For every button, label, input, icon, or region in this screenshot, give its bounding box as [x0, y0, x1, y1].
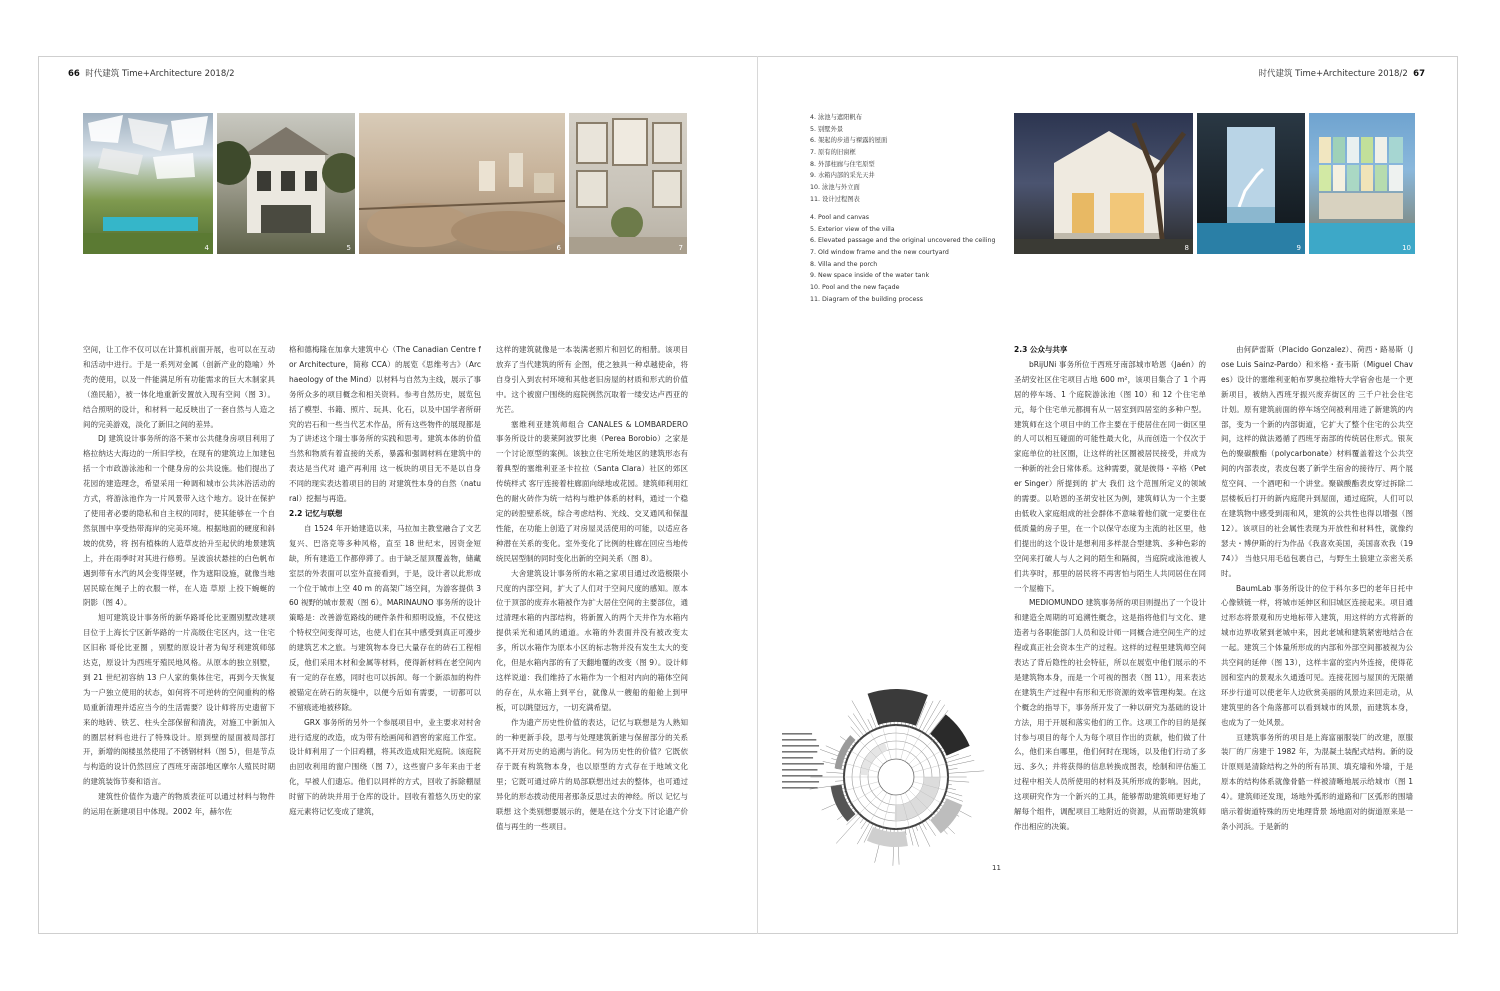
- photo-villa-exterior: [217, 113, 355, 254]
- paragraph: 格和德梅隆在加拿大建筑中心（The Canadian Centre for Architecture，简称 CCA）的展览《思维考古》（Archaeology of the Mind）以材料与自然为主线，展示了事务所众多的项目概念和相关资料。参考自然历史，展览包括了模型、书籍、照片、玩具、化石，以及中国学者所研究的岩石和一些当代艺术作品，所有这些物件的展现都是为了讲述这个瑞士事务所的实践和思考。建筑本体的价值当然和物质有着直接的关系，暴露和强调材料在建筑中的表达是当代对 遗产再利用 这一板块的项目无不是以自身不同的现实表达着项目的目的 对建筑性本身的自然（natural）挖掘与再造。: [289, 345, 481, 504]
- caption-en-5: 5. Exterior view of the villa: [810, 225, 895, 233]
- photo-villa-porch: [1014, 113, 1193, 254]
- diagram-legend-line: [782, 733, 812, 735]
- diagram-spoke: [947, 788, 956, 790]
- diagram-spoke: [947, 768, 957, 769]
- caption-cn-10: 10. 泳池与外立面: [810, 184, 860, 192]
- caption-cn-9: 9. 水箱内部的采光天井: [810, 172, 875, 180]
- diagram-spoke: [852, 701, 870, 732]
- right-journal-title: 时代建筑 Time+Architecture 2018/2: [1258, 69, 1408, 79]
- paragraph: MEDIOMUNDO 建筑事务所的项目则提出了一个设计和建造全周期的可追溯性概念，这是指将他们与文化、建造者与各职能部门人员和设计师一同概合进空间生产的过程或真正社会资本生产的过程。这样的过程里建筑师空间表达了背后隐性的社会特征，所以在展览中他们展示的不是建筑物本身，而是一个可视的图表（图 11），用来表达在建筑生产过程中有形和无形资源的效率管理构架。在这个概念的指导下，事务所开发了一种以研究为基础的设计方法，用于开展和落实他们的工作。这项工作的目的是探讨参与项目的每个人为每个项目作出的贡献，他们做了什么，他们来自哪里，他们何时在现场，以及他们行动了多远、多久；并将获得的信息转换成图表，绘制和评估施工过程中相关人员所使用的材料及其所形成的影响。因此，这项研究作为一个新兴的工具，能够帮助建筑师更好地了解每个组件，调配项目工地附近的资源，从而帮助建筑师作出相应的决策。: [1014, 598, 1206, 831]
- photo-number: 6: [556, 244, 561, 252]
- photo-pool-canvas-art: [83, 113, 213, 254]
- diagram-legend-line: [782, 787, 818, 789]
- diagram-legend-line: [782, 775, 822, 777]
- paragraph: 这样的建筑就像是一本装满老照片和回忆的相册。该项目放弃了当代建筑的所有 企图，使之独具一种卓越使命，将自身引入到农村环境和其他老旧房屋的材质和形式的价值中。这个被窗户围绕的庭院例然沉取着一缕安达卢西亚的光芒。: [496, 345, 688, 414]
- caption-cn-6: 6. 架起的步道与裸露的屋面: [810, 137, 888, 145]
- photo-old-window-art: [569, 113, 687, 254]
- photo-water-tank-space: [1197, 113, 1305, 254]
- diagram-spoke: [826, 772, 844, 773]
- paragraph: GRX 事务所的另外一个参展项目中，业主要求对村舍进行适度的改造，成为带有绘画间和酒窖的家庭工作室。设计师利用了一个旧鸡棚，将其改造成阳光庭院。该庭院由回收利用的窗户围绕（图 7），这些窗户多年来由于老化，早被人们遗忘。他们以同样的方式，回收了拆除棚屋时留下的砖块并用于仓库的设计。回收有着悠久历史的家庭元素将记忆变成了建筑，: [289, 717, 481, 817]
- captions-chinese: [810, 112, 887, 206]
- caption-en-7: 7. Old window frame and the new courtyard: [810, 249, 949, 257]
- section-heading: 2.2 记忆与联想: [289, 508, 343, 518]
- text-column-3: [496, 343, 688, 871]
- diagram-spoke: [922, 822, 926, 830]
- photo-old-window: [569, 113, 687, 254]
- paragraph: 大舍建筑设计事务所的水箱之家项目通过改造极限小尺度的内部空间，扩大了人们对于空间尺度的感知。原本位于顶部的废弃水箱被作为扩大居住空间的主要部位，通过清理水箱的内部结构，将新置入的两个天井作为水箱内提供采光和通风的通道。水箱的外表面并没有被改变太多，所以水箱作为原本小区的标志物并没有发生太大的变化，但是水箱内部的有了天翻地覆的改变（图 9）。设计师这样说道：我们维持了水箱作为一个相对内向的箱体空间的存在，从水箱上到平台，就像从一艘船的船舱上到甲板，可以眺望远方，一切充满希望。: [496, 568, 688, 712]
- caption-en-9: 9. New space inside of the water tank: [810, 272, 930, 280]
- figure-11-number: 11: [992, 864, 1001, 872]
- section-heading: 2.3 公众与共享: [1014, 345, 1068, 354]
- text-column-5: [1221, 343, 1413, 871]
- caption-en-6: 6. Elevated passage and the original uncovered the ceiling: [810, 237, 996, 245]
- caption-cn-8: 8. 外部柱廊与住宅原型: [810, 160, 875, 168]
- right-running-head: [1258, 67, 1425, 79]
- left-journal-title: 时代建筑 Time+Architecture 2018/2: [85, 69, 235, 79]
- paragraph: 空间，让工作不仅可以在计算机前面开展，也可以在互动和活动中进行。于是一系列对金属（创新产业的隐喻）外壳的使用，以及一件能满足所有功能需求的巨大木制家具（渔民船），被一体化地重新安置放入现有空间（图 3）。结合照明的设计，和材料一起反映出了一套自然与人造之间的完美游戏，淡化了新旧之间的差异。: [83, 345, 275, 429]
- photo-pool-facade-art: [1309, 113, 1415, 254]
- diagram-spoke: [868, 719, 873, 730]
- diagram-spoke: [835, 781, 844, 782]
- paragraph: 由何萨雷斯（Placido Gonzalez）、荷西・路易斯（Jose Luis Sainz-Pardo）和米格・查韦斯（Miguel Chaves）设计的塞维利亚帕布罗奥拉维特大学宿舍也是一个更新项目，被纳入西班牙振兴废弃街区的 三千户社会住宅 计划。原有建筑前面的停车场空间被利用进了新建筑的内部，变为一个新的内部街道，它扩大了整个住宅的公共空间，这样的做法遏循了西班牙南部的传统居住形式。银灰色的聚碳酸酯（polycarbonate）材料覆盖着这个公共空间的内部表皮，表皮包裹了新学生宿舍的接待厅、两个展览空间、一个酒吧和一个讲堂。聚碳酸酯表皮穿过拆除二层楼板后打开的新内庭爬升到屋面，通过庭院，人们可以在建筑物中感受到雨和风，建筑的公共性也得以增强（图 12）。该项目的社会属性表现为开放性和材料性，就像约瑟夫・博伊斯的行为作品《我喜欢美国，美国喜欢我（1974）》 当他只用毛毡包裹自己，与野生土狼建立亲密关系时。: [1221, 345, 1413, 578]
- paragraph: BaumLab 事务所设计的位于科尔多巴的老年日托中心像锁链一样，将城市延伸区和旧城区连接起来。项目通过形态将景观和历史地标带入建筑，用这样的方式将新的城市边界收紧到老城中来，因此老城和建筑紧密地结合在一起。建筑三个体量所形成的内部和外部空间都被视为公共空间的延伸（图 13），这样丰富的室内外连接，使得花园和室内的景观永久通透可见。连接花园与屋顶的无限循环步行道可以使老年人边欣赏美丽的风景边来回走动，从建筑里的各个角落都可以看到城市的风景，而建筑本身，也成为了一处风景。: [1221, 583, 1413, 727]
- right-page-number: 67: [1413, 69, 1425, 79]
- paragraph: 建筑性价值作为遗产的物质表征可以通过材料与物件的运用在新建项目中体现。2002 年，赫尔佐: [83, 792, 275, 817]
- caption-cn-11: 11. 设计过程图表: [810, 195, 860, 203]
- diagram-core: [878, 759, 914, 795]
- diagram-legend-line: [782, 763, 824, 765]
- diagram-spoke: [919, 824, 930, 847]
- text-column-2: [289, 343, 481, 871]
- photo-number: 7: [678, 244, 683, 252]
- diagram-segment: [930, 714, 969, 755]
- building-process-diagram: [778, 673, 1006, 873]
- photo-number: 8: [1184, 244, 1189, 252]
- caption-en-4: 4. Pool and canvas: [810, 214, 870, 221]
- photo-number: 10: [1402, 244, 1411, 252]
- diagram-legend-line: [782, 751, 817, 753]
- page-gutter: [757, 56, 758, 934]
- paragraph: 自 1524 年开始建造以来，马拉加主教堂融合了文艺复兴、巴洛克等多种风格，直至 18 世纪末，因资金短缺，所有建造工作都停滞了。由于缺乏屋顶覆盖物，储藏室层的外表面可以室外直接看到，于是，设计者以此形成一个位于城市上空 40 m 的高架广场空间，为游客提供 360 视野的城市景观（图 6）。MARINAUNO 事务所的设计策略是：改善游览路线的硬件条件和照明设施，不仅使这个特权空间变得可达，也使人们在其中感受到真正可漫步的建筑艺术之旅。与建筑物本身已大量存在的砖石工程相反，他们采用木材和金属等材料，使得新材料在老空间内有一定的存在感，同时也可以拆卸。每一个新添加的构件被锚定在砖石的灰缝中，以便今后如有需要，一切都可以不留痕迹地被移除。: [289, 523, 481, 712]
- text-column-1: [83, 343, 275, 871]
- photo-villa-porch-art: [1014, 113, 1193, 254]
- diagram-legend-line: [782, 769, 817, 771]
- diagram-spoke: [948, 781, 969, 782]
- diagram-inner-spoke: [909, 740, 933, 764]
- text-column-4: [1014, 343, 1206, 871]
- diagram-inner-spoke: [859, 790, 883, 814]
- left-page-number: 66: [68, 69, 80, 79]
- caption-cn-5: 5. 别墅外景: [810, 125, 844, 133]
- photo-number: 4: [204, 244, 209, 252]
- diagram-legend-line: [782, 739, 816, 741]
- diagram-spoke: [946, 791, 962, 796]
- diagram-legend-line: [782, 757, 813, 759]
- photo-number: 9: [1296, 244, 1301, 252]
- caption-cn-4: 4. 泳池与遮阳帆布: [810, 114, 863, 121]
- photo-pool-facade: [1309, 113, 1415, 254]
- diagram-spoke: [948, 771, 984, 774]
- caption-cn-7: 7. 原有的旧窗框: [810, 149, 856, 157]
- caption-en-10: 10. Pool and the new façade: [810, 284, 900, 292]
- paragraph: 塞维利亚建筑师组合 CANALES & LOMBARDERO 事务所设计的裴莱阿波罗比奥（Perea Borobio）之家是一个讨论原型的案例。该独立住宅所处地区的建筑形态有着典型的塞维利亚圣卡拉拉（Santa Clara）社区的郊区传统样式 客厅连接着柱廊面向绿地或花园。建筑师利用红色的耐火砖作为统一结构与维护体系的材料，通过一个稳定的砖腔壁系统，综合考虑结构、光线、交叉通风和保温性能，在功能上创造了对房屋灵活使用的可能，以适应各种潜在关系的变化。室外变化了比例的柱廊在回应当地传统民居型制的同时变化出新的空间关系（图 8）。: [496, 419, 688, 563]
- photo-elevated-passage: [359, 113, 565, 254]
- diagram-spoke: [912, 826, 919, 846]
- diagram-spoke: [909, 827, 913, 845]
- diagram-segment: [930, 798, 962, 833]
- left-running-head: [68, 67, 235, 79]
- photo-number: 5: [346, 244, 351, 252]
- diagram-spoke: [861, 820, 867, 829]
- paragraph: 旭可建筑设计事务所的新华路哥伦比亚圈别墅改建项目位于上海长宁区新华路的一片高级住宅区内，这一住宅区旧称 哥伦比亚圈 ，别墅的原设计者为匈牙利建筑师邬达克，原设计为西班牙殖民地风格。从原本的独立别墅，到 21 世纪初容纳 13 户人家的集体住宅，再到今天恢复为一户独立使用的状态，如何将不可逆转的空间重构的格局重新清理并适应当今的生活需要？设计师将历史遗留下来的地砖、铁艺、柱头全部保留和清洗，对施工中新加入的圈层材料也进行了特殊设计。原到壁的屋面被局部打开，新增的阁楼虽然使用了不锈钢材料（图 5），但是节点与构造的设计仍然回应了西班牙南部地区摩尔人殖民时期的建筑装饰节奏和语言。: [83, 613, 275, 787]
- diagram-legend-line: [782, 781, 819, 783]
- paragraph: 亘建筑事务所的项目是上海富丽服装厂的改建，原服装厂的厂房建于 1982 年，为混凝土装配式结构。新的设计原则是清除结构之外的所有吊顶、填充墙和外墙，于是原本的结构体系就像骨骼一样被清晰地展示给城市（图 14）。建筑师还发现，场地外弧形的道路和厂区弧形的围墙暗示着街道特殊的历史地理背景 场地面对的街道原来是一条小河浜。于是新的: [1221, 732, 1413, 831]
- paragraph: 作为遗产历史性价值的表达，记忆与联想是为人熟知的一种更新手段，思考与处理建筑新建与保留部分的关系离不开对历史的追溯与消化。何为历史性的价值？它既依存于既有构筑物本身，也以原型的方式存在于地域文化里；它既可通过碎片的局部联想出过去的整体，也可通过异化的形态拨动使用者那条反思过去的神经。所以 记忆与联想 这个类别想要展示的，便是在这个分支下讨论遗产价值与再生的一些项目。: [496, 717, 688, 831]
- photo-water-tank-space-art: [1197, 113, 1305, 254]
- paragraph: bRijUNi 事务所位于西班牙南部城市哈恩（Jaén）的圣胡安社区住宅项目占地 600 m²，该项目集合了 1 个再居的停车场、1 个庭院游泳池（图 10）和 12 个住宅单元，每个住宅单元都拥有从一居室到四居室的多种户型。建筑师在这个项目中的工作主要在于使居住在同一街区里的人可以相互碰面的可能性最大化，从而创造一个仅次于家庭单位的社区圈，让这样的社区圈被居民接受，并成为一种新的社会日常体系。这种需要，就是彼得・辛格（Peter Singer）所提到的 扩大 我们 这个范围所定义的领域 的需要。以哈恩的圣胡安社区为例，建筑师认为一个主要由低收入家庭组成的社会群体不意味着他们就一定要住在低质量的房子里，在一个以保守态度为主流的社区里，他们提出的这个设计是想利用多样混合型建筑、多种色彩的空间来打破人与人之间的陌生和隔阂，当庭院或泳池被人们共享时，那里的居民将不再害怕与陌生人共同居住在同一个屋檐下。: [1014, 359, 1206, 593]
- photo-elevated-passage-art: [359, 113, 565, 254]
- captions-english: [810, 212, 996, 306]
- photo-pool-canvas: [83, 113, 213, 254]
- caption-en-8: 8. Villa and the porch: [810, 260, 878, 268]
- diagram-spoke: [946, 755, 971, 762]
- paragraph: DJ 建筑设计事务所的洛不莱市公共健身房项目利用了格拉纳达大海边的一所旧学校，在现有的建筑边上加建包括一个市政游泳池和一个健身房的公共设施。他们提出了花园的建造理念，希望采用一种调和城市公共沐浴活动的方式，将游泳池作为一片风景带入这个地方。设计在保护了使用者必要的隐私和自主权的同时，使其能够在一个自然氛围中享受热带海岸的完美环境。根据地面的硬度和斜坡的优势，将 拐有植株的人造草皮抬升至起伏的地景建筑上，并在雨季时对其进行修剪。呈波浪状悬挂的白色帆布遇到带有水汽的风会变得坚硬，作为遮阳设施，就像当地居民晾在绳子上的衣服一样，在人造 草原 上投下蜿蜒的阴影（图 4）。: [83, 434, 275, 608]
- diagram-spoke: [851, 727, 861, 739]
- caption-en-11: 11. Diagram of the building process: [810, 295, 923, 303]
- photo-villa-exterior-art: [217, 113, 355, 254]
- diagram-legend-line: [782, 745, 819, 747]
